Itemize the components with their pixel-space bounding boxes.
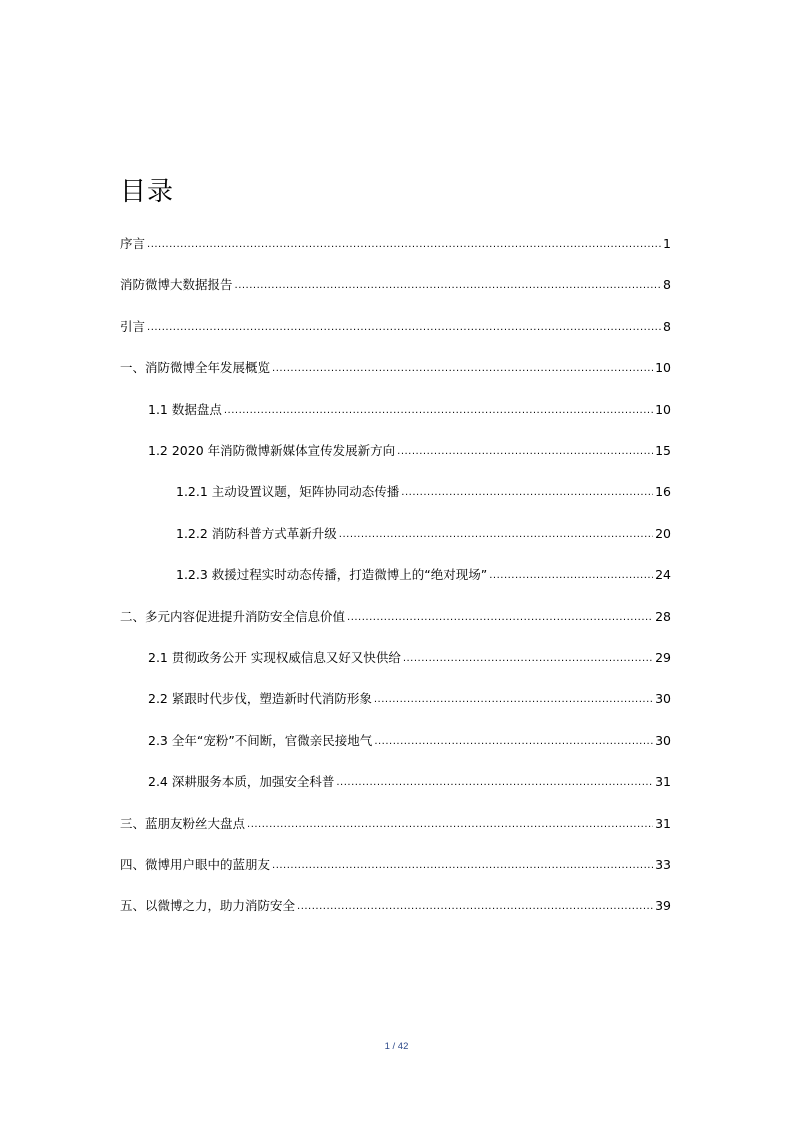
toc-dot-leader — [272, 359, 653, 379]
toc-entry-title: 二、多元内容促进提升消防安全信息价值 — [120, 609, 346, 624]
toc-dot-leader — [147, 235, 661, 255]
toc-entry[interactable] — [148, 731, 671, 751]
toc-entry-page: 16 — [655, 484, 671, 499]
toc-dot-leader — [147, 318, 661, 338]
toc-dot-leader — [297, 897, 653, 917]
toc-entry[interactable] — [176, 482, 671, 502]
toc-entry[interactable] — [148, 648, 671, 668]
toc-entry-page: 10 — [655, 402, 671, 417]
toc-entry[interactable] — [120, 234, 671, 254]
toc-entry-page: 20 — [655, 526, 671, 541]
toc-entry-title: 消防微博大数据报告 — [120, 277, 233, 292]
page-title: 目录 — [120, 177, 175, 207]
toc-dot-leader — [397, 442, 653, 462]
toc-entry[interactable] — [176, 524, 671, 544]
toc-entry-page: 33 — [655, 857, 671, 872]
toc-entry[interactable] — [120, 814, 671, 834]
toc-entry-title: 一、消防微博全年发展概览 — [120, 360, 271, 375]
toc-entry-page: 1 — [663, 236, 671, 251]
toc-entry[interactable] — [120, 607, 671, 627]
toc-entry[interactable] — [120, 275, 671, 295]
toc-dot-leader — [247, 815, 653, 835]
toc-entry-page: 28 — [655, 609, 671, 624]
toc-entry[interactable] — [176, 565, 671, 585]
toc-entry-page: 8 — [663, 319, 671, 334]
toc-entry-title: 五、以微博之力，助力消防安全 — [120, 898, 296, 913]
toc-entry-title: 2.1 贯彻政务公开 实现权威信息又好又快供给 — [148, 650, 401, 665]
toc-dot-leader — [403, 649, 653, 669]
toc-entry-title: 三、蓝朋友粉丝大盘点 — [120, 816, 246, 831]
page-number-footer: 1 / 42 — [384, 1041, 409, 1052]
toc-dot-leader — [401, 483, 653, 503]
toc-entry-page: 15 — [655, 443, 671, 458]
toc-entry[interactable] — [120, 896, 671, 916]
toc-entry-title: 四、微博用户眼中的蓝朋友 — [120, 857, 271, 872]
toc-entry-title: 1.2 2020 年消防微博新媒体宣传发展新方向 — [148, 443, 396, 458]
toc-dot-leader — [339, 525, 653, 545]
toc-entry[interactable] — [148, 441, 671, 461]
toc-dot-leader — [347, 608, 653, 628]
toc-entry-page: 10 — [655, 360, 671, 375]
toc-entry-page: 8 — [663, 277, 671, 292]
toc-entry-title: 1.2.3 救援过程实时动态传播，打造微博上的“绝对现场” — [176, 567, 488, 582]
toc-entry-title: 1.1 数据盘点 — [148, 402, 222, 417]
toc-entry-page: 30 — [655, 691, 671, 706]
toc-dot-leader — [374, 690, 653, 710]
toc-entry-title: 2.3 全年“宠粉”不间断，官微亲民接地气 — [148, 733, 373, 748]
toc-entry-title: 序言 — [120, 236, 146, 251]
toc-entry-title: 1.2.2 消防科普方式革新升级 — [176, 526, 337, 541]
toc-entry[interactable] — [120, 358, 671, 378]
toc-entry[interactable] — [120, 855, 671, 875]
toc-dot-leader — [235, 276, 662, 296]
toc-dot-leader — [224, 401, 653, 421]
toc-entry[interactable] — [148, 400, 671, 420]
toc-entry-page: 31 — [655, 774, 671, 789]
toc-entry-page: 39 — [655, 898, 671, 913]
toc-entry-page: 31 — [655, 816, 671, 831]
toc-dot-leader — [489, 566, 653, 586]
toc-dot-leader — [374, 732, 653, 752]
toc-entry[interactable] — [120, 317, 671, 337]
toc-entry[interactable] — [148, 689, 671, 709]
toc-entry-title: 1.2.1 主动设置议题，矩阵协同动态传播 — [176, 484, 400, 499]
toc-entry-title: 引言 — [120, 319, 146, 334]
toc-entry-title: 2.2 紧跟时代步伐，塑造新时代消防形象 — [148, 691, 372, 706]
toc-entry-page: 29 — [655, 650, 671, 665]
toc-entry[interactable] — [148, 772, 671, 792]
toc-dot-leader — [336, 773, 653, 793]
toc-entry-title: 2.4 深耕服务本质，加强安全科普 — [148, 774, 335, 789]
toc-entry-page: 24 — [655, 567, 671, 582]
toc-entry-page: 30 — [655, 733, 671, 748]
toc-dot-leader — [272, 856, 653, 876]
